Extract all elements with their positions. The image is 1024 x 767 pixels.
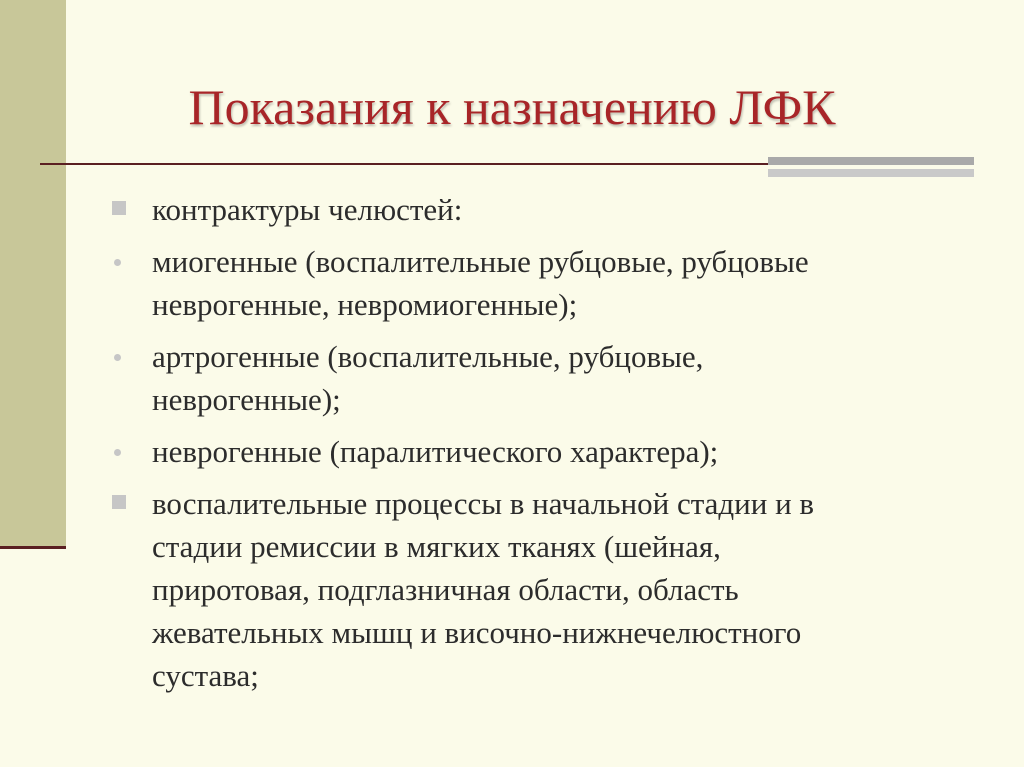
bullet-text-line: приротовая, подглазничная области, область — [152, 572, 739, 607]
bullet-text-line: неврогенные); — [152, 382, 341, 417]
bullet-item-arthrogenic — [112, 335, 992, 421]
bullet-text-line: жевательных мышц и височно-нижнечелюстного — [152, 615, 802, 650]
bullet-item-inflammatory-processes — [112, 482, 992, 697]
bullet-text-line: воспалительные процессы в начальной стадии и в — [152, 486, 815, 521]
dot-bullet-icon — [114, 259, 121, 266]
square-bullet-icon — [112, 201, 126, 215]
bullet-list — [112, 188, 992, 706]
bullet-text-line: неврогенные, невромиогенные); — [152, 287, 578, 322]
bullet-text-line: сустава; — [152, 658, 259, 693]
bullet-text-line: контрактуры челюстей: — [152, 192, 463, 227]
bullet-text-line: неврогенные (паралитического характера); — [152, 434, 719, 469]
dot-bullet-icon — [114, 449, 121, 456]
slide-title: Показания к назначению ЛФК — [188, 79, 836, 135]
bullet-item-neurogenic — [112, 430, 992, 473]
bullet-text-line: миогенные (воспалительные рубцовые, рубцовые — [152, 244, 809, 279]
dot-bullet-icon — [114, 354, 121, 361]
square-bullet-icon — [112, 495, 126, 509]
bullet-item-jaw-contractures — [112, 188, 992, 231]
bullet-text-line: стадии ремиссии в мягких тканях (шейная, — [152, 529, 721, 564]
title-accent-bar — [768, 157, 974, 177]
bullet-item-myogenic — [112, 240, 992, 326]
left-band-underline — [0, 546, 66, 549]
bullet-text-line: артрогенные (воспалительные, рубцовые, — [152, 339, 704, 374]
